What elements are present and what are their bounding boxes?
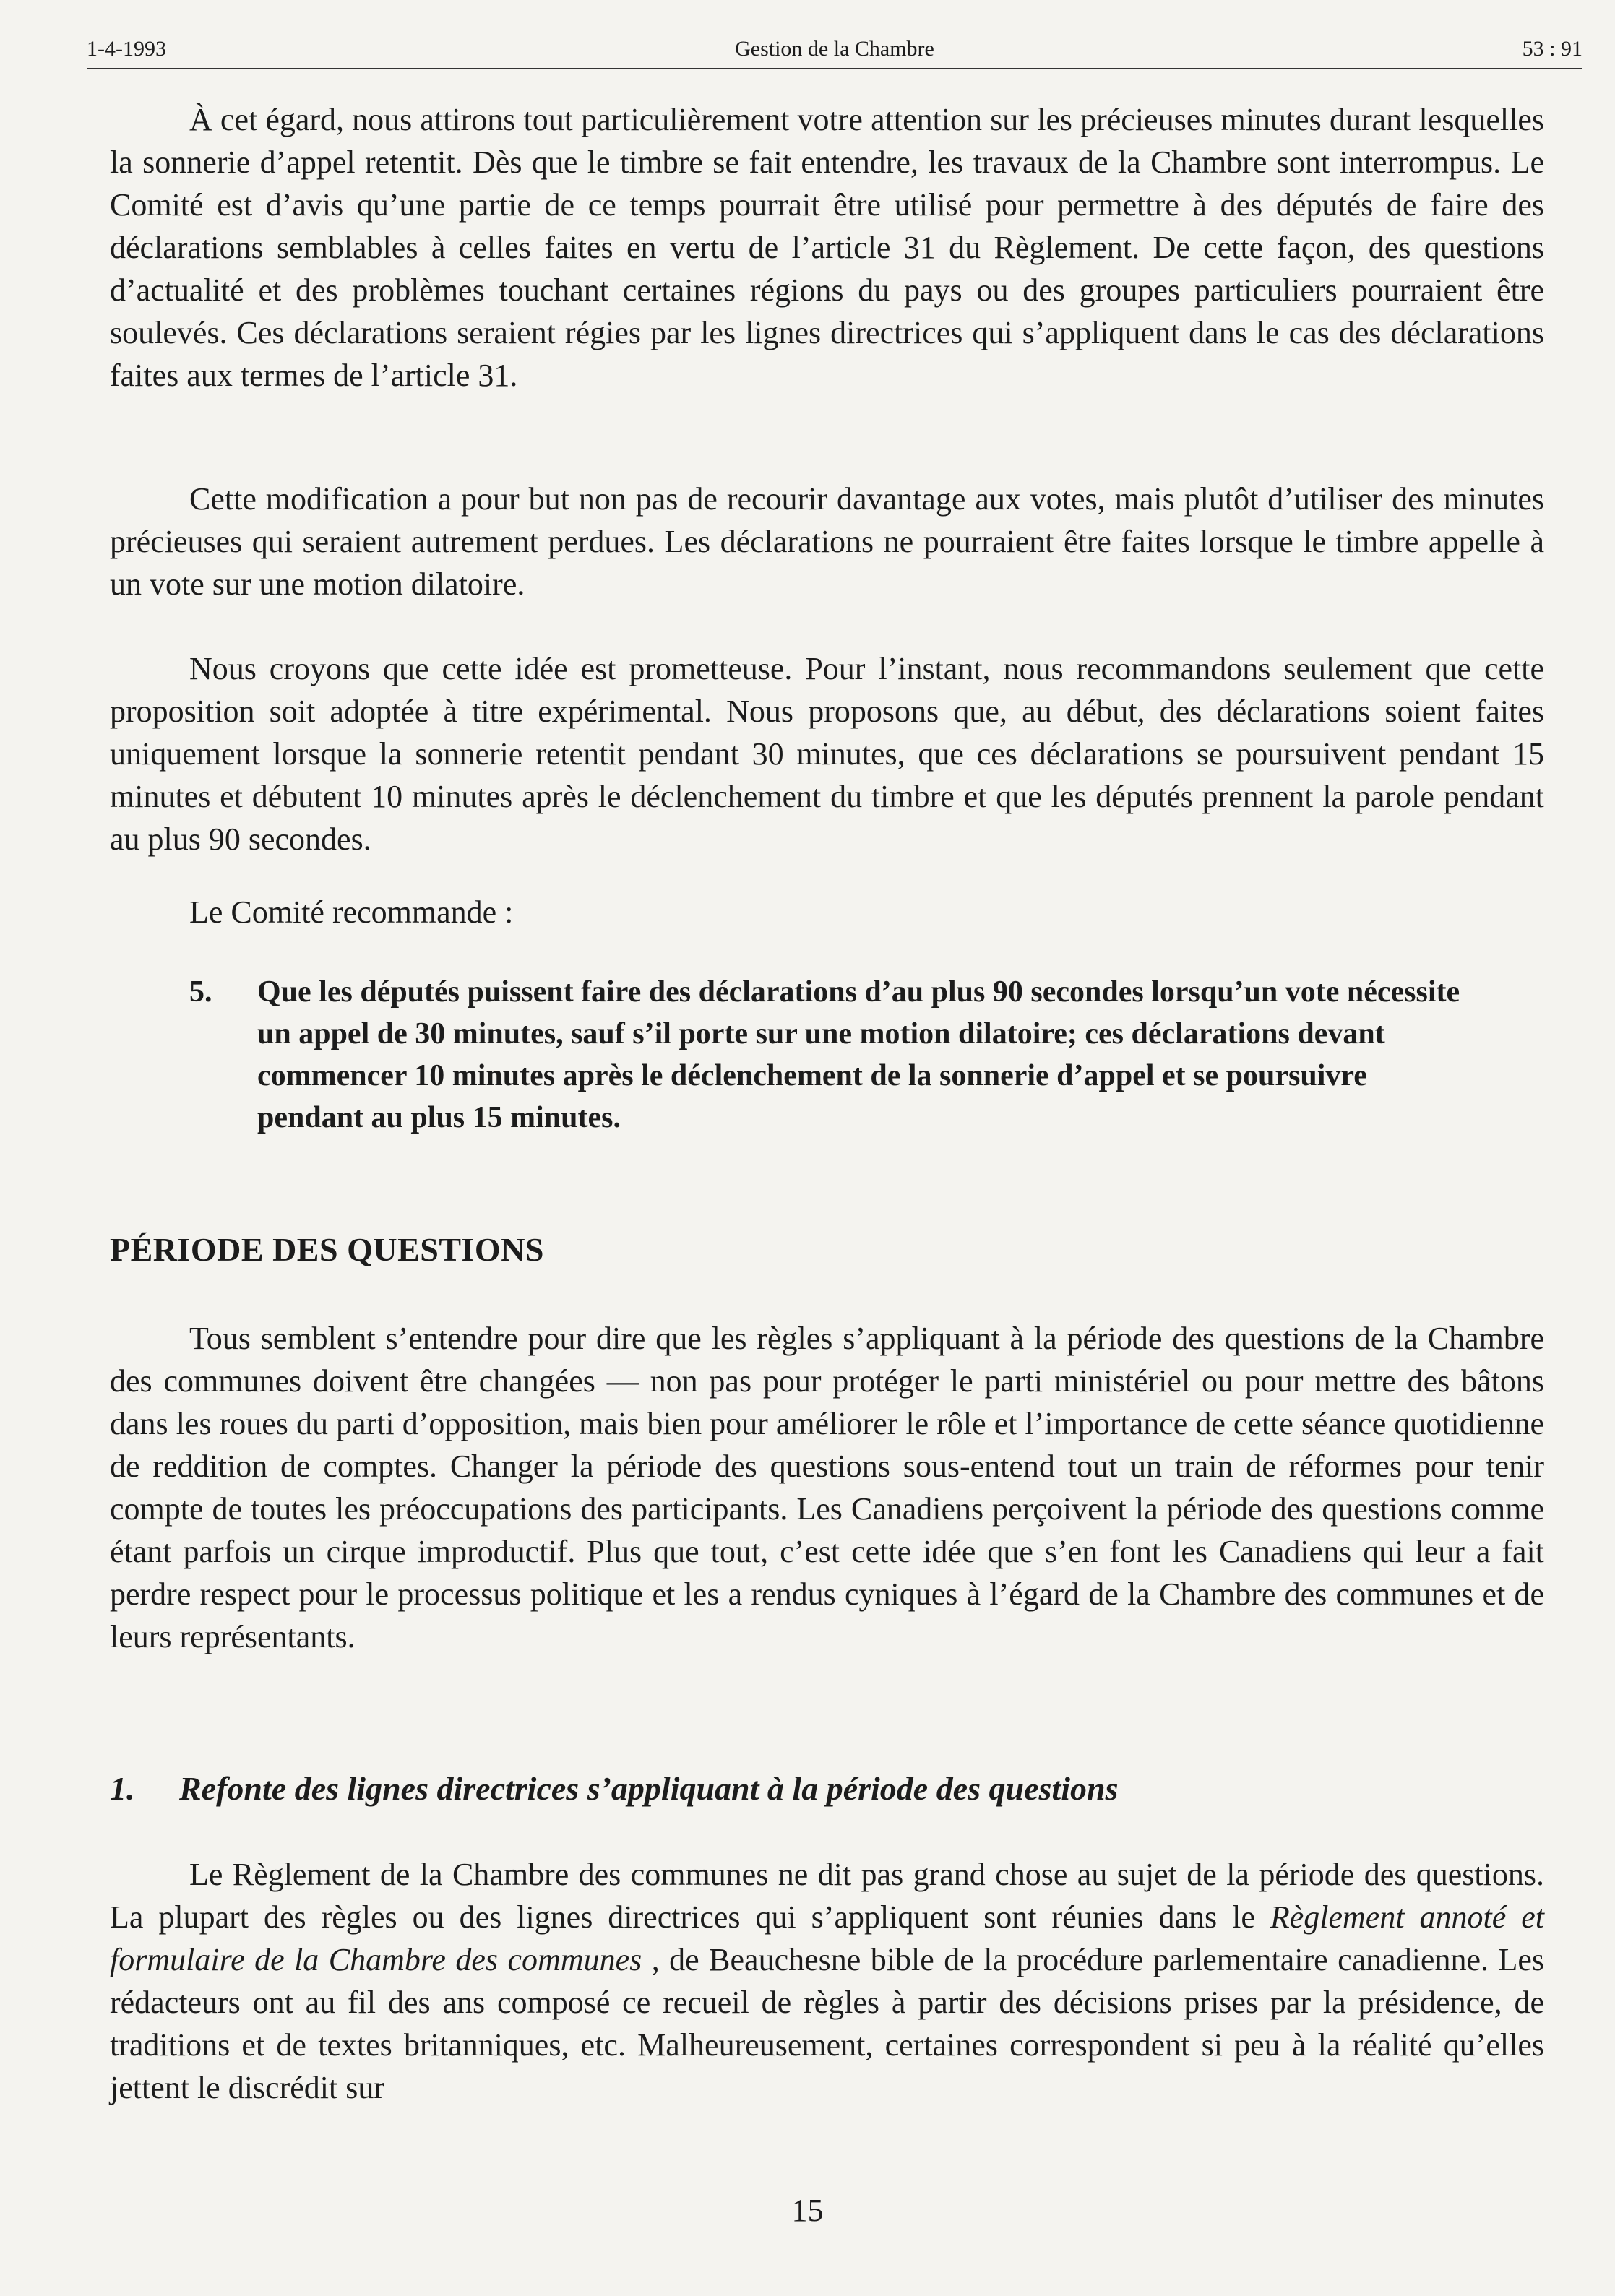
recommendation-number: 5.: [189, 975, 212, 1009]
section-heading: PÉRIODE DES QUESTIONS: [110, 1231, 544, 1268]
subsection-title: Refonte des lignes directrices s’appliquant à la période des questions: [179, 1770, 1119, 1807]
paragraph-question-period-reform: Tous semblent s’entendre pour dire que les règles s’appliquant à la période des questions de la Chambre des communes doivent être changées — non pas pour protéger le parti ministériel ou pour mettre des bâtons dans les roues du parti d’opposition, mais bien pour améliorer le rôle et l’importance de cette séance quotidienne de reddition de comptes. Changer la période des questions sous-entend tout un train de réformes pour tenir compte de toutes les préoccupations des participants. Les Canadiens perçoivent la période des questions comme étant parfois un cirque improductif. Plus que tout, c’est cette idée que s’en font les Canadiens qui leur a fait perdre respect pour le processus politique et les a rendus cyniques à l’égard de la Chambre des communes et de leurs représentants.: [110, 1321, 1544, 1654]
paragraph-text-end: , de Beauchesne bible de la procédure parlementaire canadienne. Les rédacteurs ont au fil des ans composé ce recueil de règles à partir des décisions prises par la présidence, de traditions et de textes britanniques, etc. Malheureusement, certaines correspondent si peu à la réalité qu’elles jettent le discrédit sur: [110, 1942, 1544, 2105]
running-header: [87, 32, 1582, 69]
page-number: 15: [791, 2193, 824, 2228]
paragraph-bells-statements: À cet égard, nous attirons tout particulièrement votre attention sur les précieuses minutes durant lesquelles la sonnerie d’appel retentit. Dès que le timbre se fait entendre, les travaux de la Chambre sont interrompus. Le Comité est d’avis qu’une partie de ce temps pourrait être utilisé pour permettre à des députés de faire des déclarations semblables à celles faites en vertu de l’article 31 du Règlement. De cette façon, des questions d’actualité et des problèmes touchant certaines régions du pays ou des groupes particuliers pourraient être soulevés. Ces déclarations seraient régies par les lignes directrices qui s’appliquent dans le cas des déclarations faites aux termes de l’article 31.: [110, 102, 1544, 393]
recommendation-5: [189, 971, 1461, 1139]
recommendation-text: Que les députés puissent faire des déclarations d’au plus 90 secondes lorsqu’un vote nécessite un appel de 30 minutes, sauf s’il porte sur une motion dilatoire; ces déclarations devant commencer 10 minutes après le déclenchement de la sonnerie d’appel et se poursuivre pendant au plus 15 minutes.: [257, 975, 1460, 1134]
header-date: 1-4-1993: [87, 37, 166, 61]
paragraph-modification-purpose: Cette modification a pour but non pas de recourir davantage aux votes, mais plutôt d’utiliser des minutes précieuses qui seraient autrement perdues. Les déclarations ne pourraient être faites lorsque le timbre appelle à un vote sur une motion dilatoire.: [110, 481, 1544, 602]
paragraph-standing-orders: [110, 1853, 1544, 2109]
subsection-heading: [110, 1767, 1118, 1811]
subsection-number: 1.: [110, 1770, 135, 1807]
paragraph-experimental-proposal: Nous croyons que cette idée est prometteuse. Pour l’instant, nous recommandons seulement que cette proposition soit adoptée à titre expérimental. Nous proposons que, au début, des déclarations soient faites uniquement lorsque la sonnerie retentit pendant 30 minutes, que ces déclarations se poursuivent pendant 15 minutes et débutent 10 minutes après le déclenchement du timbre et que les députés prennent la parole pendant au plus 90 secondes.: [110, 651, 1544, 857]
header-reference: 53 : 91: [1522, 37, 1582, 61]
beauchesne-title: Règlement annoté et formulaire de la Chambre des communes: [110, 1899, 1544, 1977]
paragraph-committee-recommends: Le Comité recommande :: [189, 894, 514, 930]
paragraph-text-start: Le Règlement de la Chambre des communes ne dit pas grand chose au sujet de la période des questions. La plupart des règles ou des lignes directrices qui s’appliquent sont réunies dans le: [110, 1857, 1544, 1935]
header-title: Gestion de la Chambre: [735, 37, 934, 61]
